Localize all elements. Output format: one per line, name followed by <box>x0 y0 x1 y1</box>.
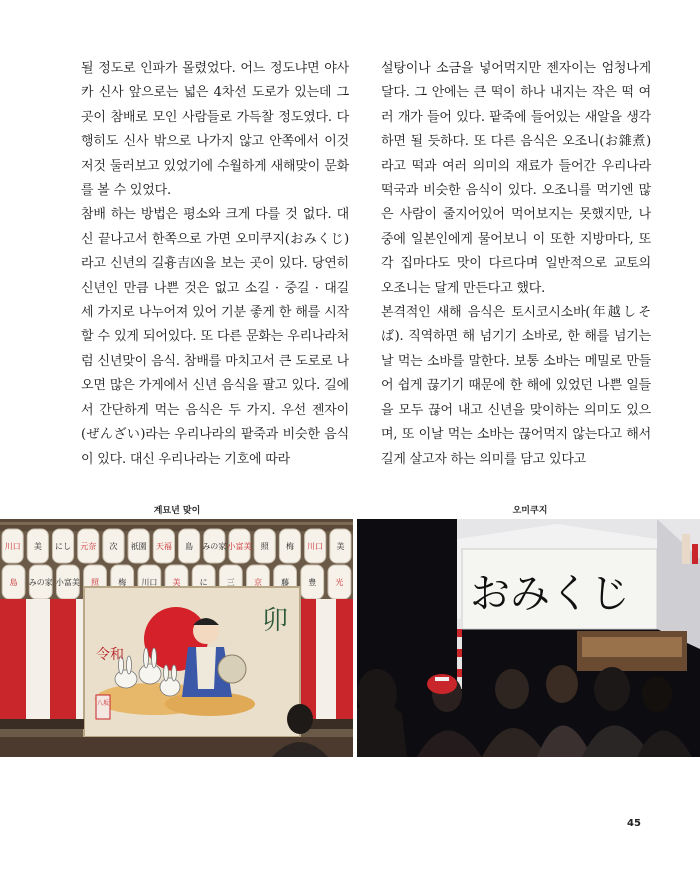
lantern-label: にし <box>55 542 72 551</box>
paper-lantern <box>228 529 252 563</box>
page-number: 45 <box>627 818 641 829</box>
lantern-label: 美 <box>336 542 345 551</box>
paper-lantern <box>301 565 324 599</box>
paper-lantern <box>279 529 300 563</box>
lantern-label: みの家 <box>28 578 53 587</box>
lantern-label: 京 <box>253 578 262 587</box>
paper-lantern <box>202 529 226 563</box>
paper-lantern <box>29 565 53 599</box>
lantern-label: 小富美 <box>55 578 80 587</box>
paper-lantern <box>27 529 48 563</box>
ema-painted-board <box>84 587 300 737</box>
lantern-label: 川口 <box>4 542 21 551</box>
lantern-label: 元奈 <box>80 542 97 551</box>
right-photo-caption: 오미쿠지 <box>512 506 548 516</box>
board-mark-right: 卯 <box>262 606 289 636</box>
paper-lantern <box>153 529 174 563</box>
paper-lantern <box>2 529 23 563</box>
left-paragraph-2: 참배 하는 방법은 평소와 크게 다를 것 없다. 대신 끝나고서 한쪽으로 가면 오미쿠지(おみくじ)라고 신년의 길흉吉凶을 보는 곳이 있다. 당연히 신년인 만큼 나쁜 것은 없고 소길 · 중길 · 대길 세 가지로 나누어져 있어 기분 좋게 한 해를 시작할 수 있게 되어있다. 또 다른 문화는 우리나라처럼 신년맞이 음식. 참배를 마치고서 큰 도로로 나오면 많은 가게에서 신년 음식을 팔고 있다. 길에서 간단하게 먹는 음식은 두 가지. 우선 젠자이(ぜんざい)라는 우리나라의 팥죽과 비슷한 음식이 있다. 대신 우리나라는 기호에 따라 <box>81 207 349 467</box>
left-photo-caption: 계묘년 맞이 <box>153 506 201 516</box>
board-mark-left: 令和 <box>96 647 124 663</box>
paper-lantern <box>254 529 275 563</box>
lantern-label: 次 <box>109 542 118 551</box>
shrine-new-year-photo <box>0 519 353 757</box>
lantern-label: 川口 <box>141 578 158 587</box>
lantern-label: 光 <box>335 578 344 587</box>
lantern-label: 島 <box>9 578 18 587</box>
lantern-label: みの家 <box>202 542 227 551</box>
paper-lantern <box>78 529 99 563</box>
paper-lantern <box>56 565 80 599</box>
lantern-label: 三 <box>226 578 235 587</box>
lantern-label: 藤 <box>281 578 290 587</box>
lantern-label: 照 <box>260 542 269 551</box>
lantern-label: 川口 <box>307 542 324 551</box>
right-paragraph-1: 설탕이나 소금을 넣어먹지만 젠자이는 엄청나게 달다. 그 안에는 큰 떡이 하나 내지는 작은 떡 여러 개가 들어 있다. 팥죽에 들어있는 새알을 생각하면 될 듯하다. 또 다른 음식은 오조니(お雜煮)라고 떡과 여러 의미의 재료가 들어간 우리나라 떡국과 비슷한 음식이 있다. 오조니를 먹기엔 많은 사람이 줄지어있어 먹어보지는 못했지만, 나중에 일본인에게 물어보니 이 또한 지방마다, 또 각 집마다도 맛이 다르다며 일반적으로 교토의 오조니는 달게 만든다고 했다. <box>381 61 651 296</box>
right-paragraph-2: 본격적인 새해 음식은 토시코시소바(年越しそば). 직역하면 해 넘기기 소바로, 한 해를 넘기는 날 먹는 소바를 말한다. 보통 소바는 메밀로 만들어 쉽게 끊기기 때문에 한 해에 있었던 나쁜 일들을 모두 끊어 내고 신년을 맞이하는 의미도 있으며, 또 이날 먹는 소바는 끊어먹지 않는다고 해서 길게 살고자 하는 의미를 담고 있다고 <box>381 305 651 467</box>
lantern-label: 美 <box>172 578 181 587</box>
paper-lantern <box>179 529 200 563</box>
paper-lantern <box>128 529 149 563</box>
left-paragraph-1: 될 정도로 인파가 몰렸었다. 어느 정도냐면 야사카 신사 앞으로는 넓은 4차선 도로가 있는데 그 곳이 참배로 모인 사람들로 가득찰 정도였다. 다행히도 신사 밖으로 나가지 않고 안쪽에서 이것저것 둘러보고 있었기에 수월하게 새해맞이 문화를 볼 수 있었다. <box>81 61 349 199</box>
paper-lantern <box>103 529 124 563</box>
omikuji-sign <box>462 549 657 629</box>
paper-lantern <box>328 565 351 599</box>
lantern-label: 豊 <box>308 578 317 587</box>
lantern-label: 島 <box>185 542 194 551</box>
lantern-row-upper <box>2 529 351 563</box>
lantern-label: に <box>199 578 208 587</box>
omikuji-sign-text: おみくじ <box>470 571 630 617</box>
lantern-label: 梅 <box>285 542 294 551</box>
lantern-label: 祇園 <box>130 542 147 551</box>
paper-lantern <box>305 529 326 563</box>
paper-lantern <box>52 529 73 563</box>
paper-lantern <box>330 529 351 563</box>
lantern-label: 美 <box>33 542 42 551</box>
lantern-label: 梅 <box>118 578 127 587</box>
omikuji-scene-illustration <box>357 519 700 757</box>
lantern-label: 照 <box>91 578 100 587</box>
lantern-label: 小富美 <box>227 542 252 551</box>
spectator-silhouette <box>287 704 313 734</box>
paper-lantern <box>2 565 25 599</box>
omikuji-stall-photo <box>357 519 700 757</box>
right-text-column <box>381 57 651 472</box>
left-text-column <box>81 57 349 472</box>
board-seal: 八坂 <box>97 700 110 707</box>
lantern-label: 天福 <box>155 542 172 551</box>
shrine-scene-illustration <box>0 519 353 757</box>
